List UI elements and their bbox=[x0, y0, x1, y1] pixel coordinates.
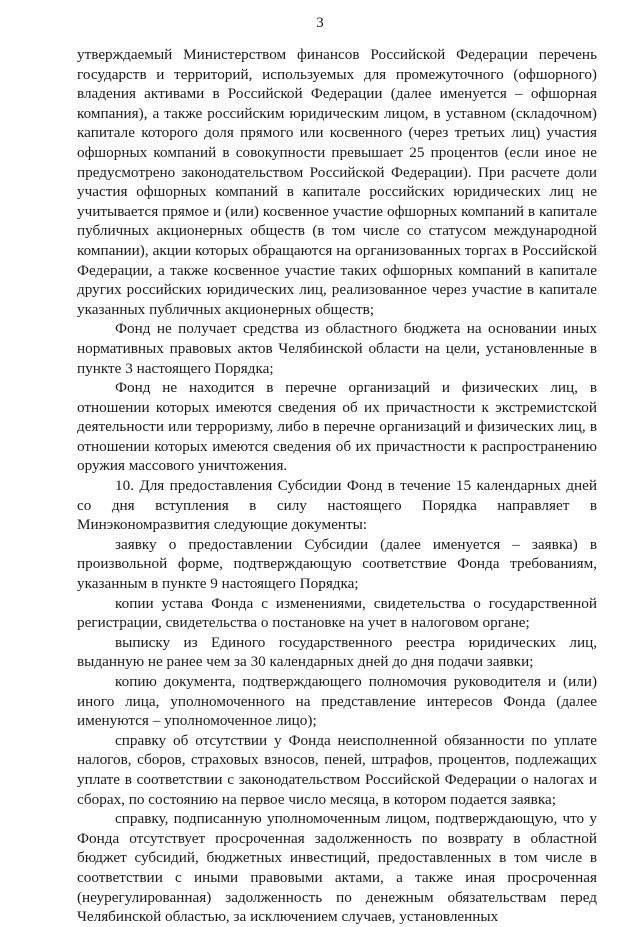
paragraph-authority-document: копию документа, подтверждающего полномочия руководителя и (или) иного лица, уполномоченного на представление интересов Фонда (далее именуются – уполномоченное лицо); bbox=[77, 673, 597, 730]
paragraph-regional-budget: Фонд не получает средства из областного бюджета на основании иных нормативных правовых актов Челябинской области на цели, установленные в пункте 3 настоящего Порядка; bbox=[77, 320, 597, 377]
paragraph-debt-certificate: справку, подписанную уполномоченным лицом, подтверждающую, что у Фонда отсутствует просроченная задолженность по возврату в областной бюджет субсидий, бюджетных инвестиций, предоставленных в том числе в соответствии с иными правовыми актами, а также иная просроченная (неурегулированная) задолженность по денежным обязательствам перед Челябинской областью, за исключением случаев, установленных bbox=[77, 810, 597, 926]
paragraph-clause-10: 10. Для предоставления Субсидии Фонд в течение 15 календарных дней со дня вступления в силу настоящего Порядка направляет в Минэкономразвития следующие документы: bbox=[77, 477, 597, 534]
document-body bbox=[77, 45, 597, 927]
paragraph-charter-copies: копии устава Фонда с изменениями, свидетельства о государственной регистрации, свидетельства о постановке на учет в налоговом органе; bbox=[77, 594, 597, 632]
paragraph-tax-certificate: справку об отсутствии у Фонда неисполненной обязанности по уплате налогов, сборов, страховых взносов, пеней, штрафов, процентов, подлежащих уплате в соответствии с законодательством Российской Федерации о налогах и сборах, по состоянию на первое число месяца, в котором подается заявка; bbox=[77, 731, 597, 808]
paragraph-registry-extract: выписку из Единого государственного реестра юридических лиц, выданную не ранее чем за 30 календарных дней до дня подачи заявки; bbox=[77, 633, 597, 671]
paragraph-offshore-list: утверждаемый Министерством финансов Российской Федерации перечень государств и территорий, используемых для промежуточного (офшорного) владения активами в Российской Федерации (далее именуется – офшорная компания), а также российским юридическим лицом, в уставном (складочном) капитале которого доля прямого или косвенного (через третьих лиц) участия офшорных компаний в совокупности превышает 25 процентов (если иное не предусмотрено законодательством Российской Федерации). При расчете доли участия офшорных компаний в капитале российских юридических лиц не учитывается прямое и (или) косвенное участие офшорных компаний в капитале публичных акционерных обществ (в том числе со статусом международной компании), акции которых обращаются на организованных торгах в Российской Федерации, а также косвенное участие таких офшорных компаний в капитале других российских юридических лиц, реализованное через участие в капитале указанных публичных акционерных обществ; bbox=[77, 46, 597, 318]
page-number: 3 bbox=[316, 15, 324, 31]
paragraph-application: заявку о предоставлении Субсидии (далее именуется – заявка) в произвольной форме, подтверждающую соответствие Фонда требованиям, указанным в пункте 9 настоящего Порядка; bbox=[77, 535, 597, 593]
paragraph-extremism-list: Фонд не находится в перечне организаций и физических лиц, в отношении которых имеются сведения об их причастности к экстремистской деятельности или терроризму, либо в перечне организаций и физических лиц, в отношении которых имеются сведения об их причастности к распространению оружия массового уничтожения. bbox=[77, 379, 597, 475]
